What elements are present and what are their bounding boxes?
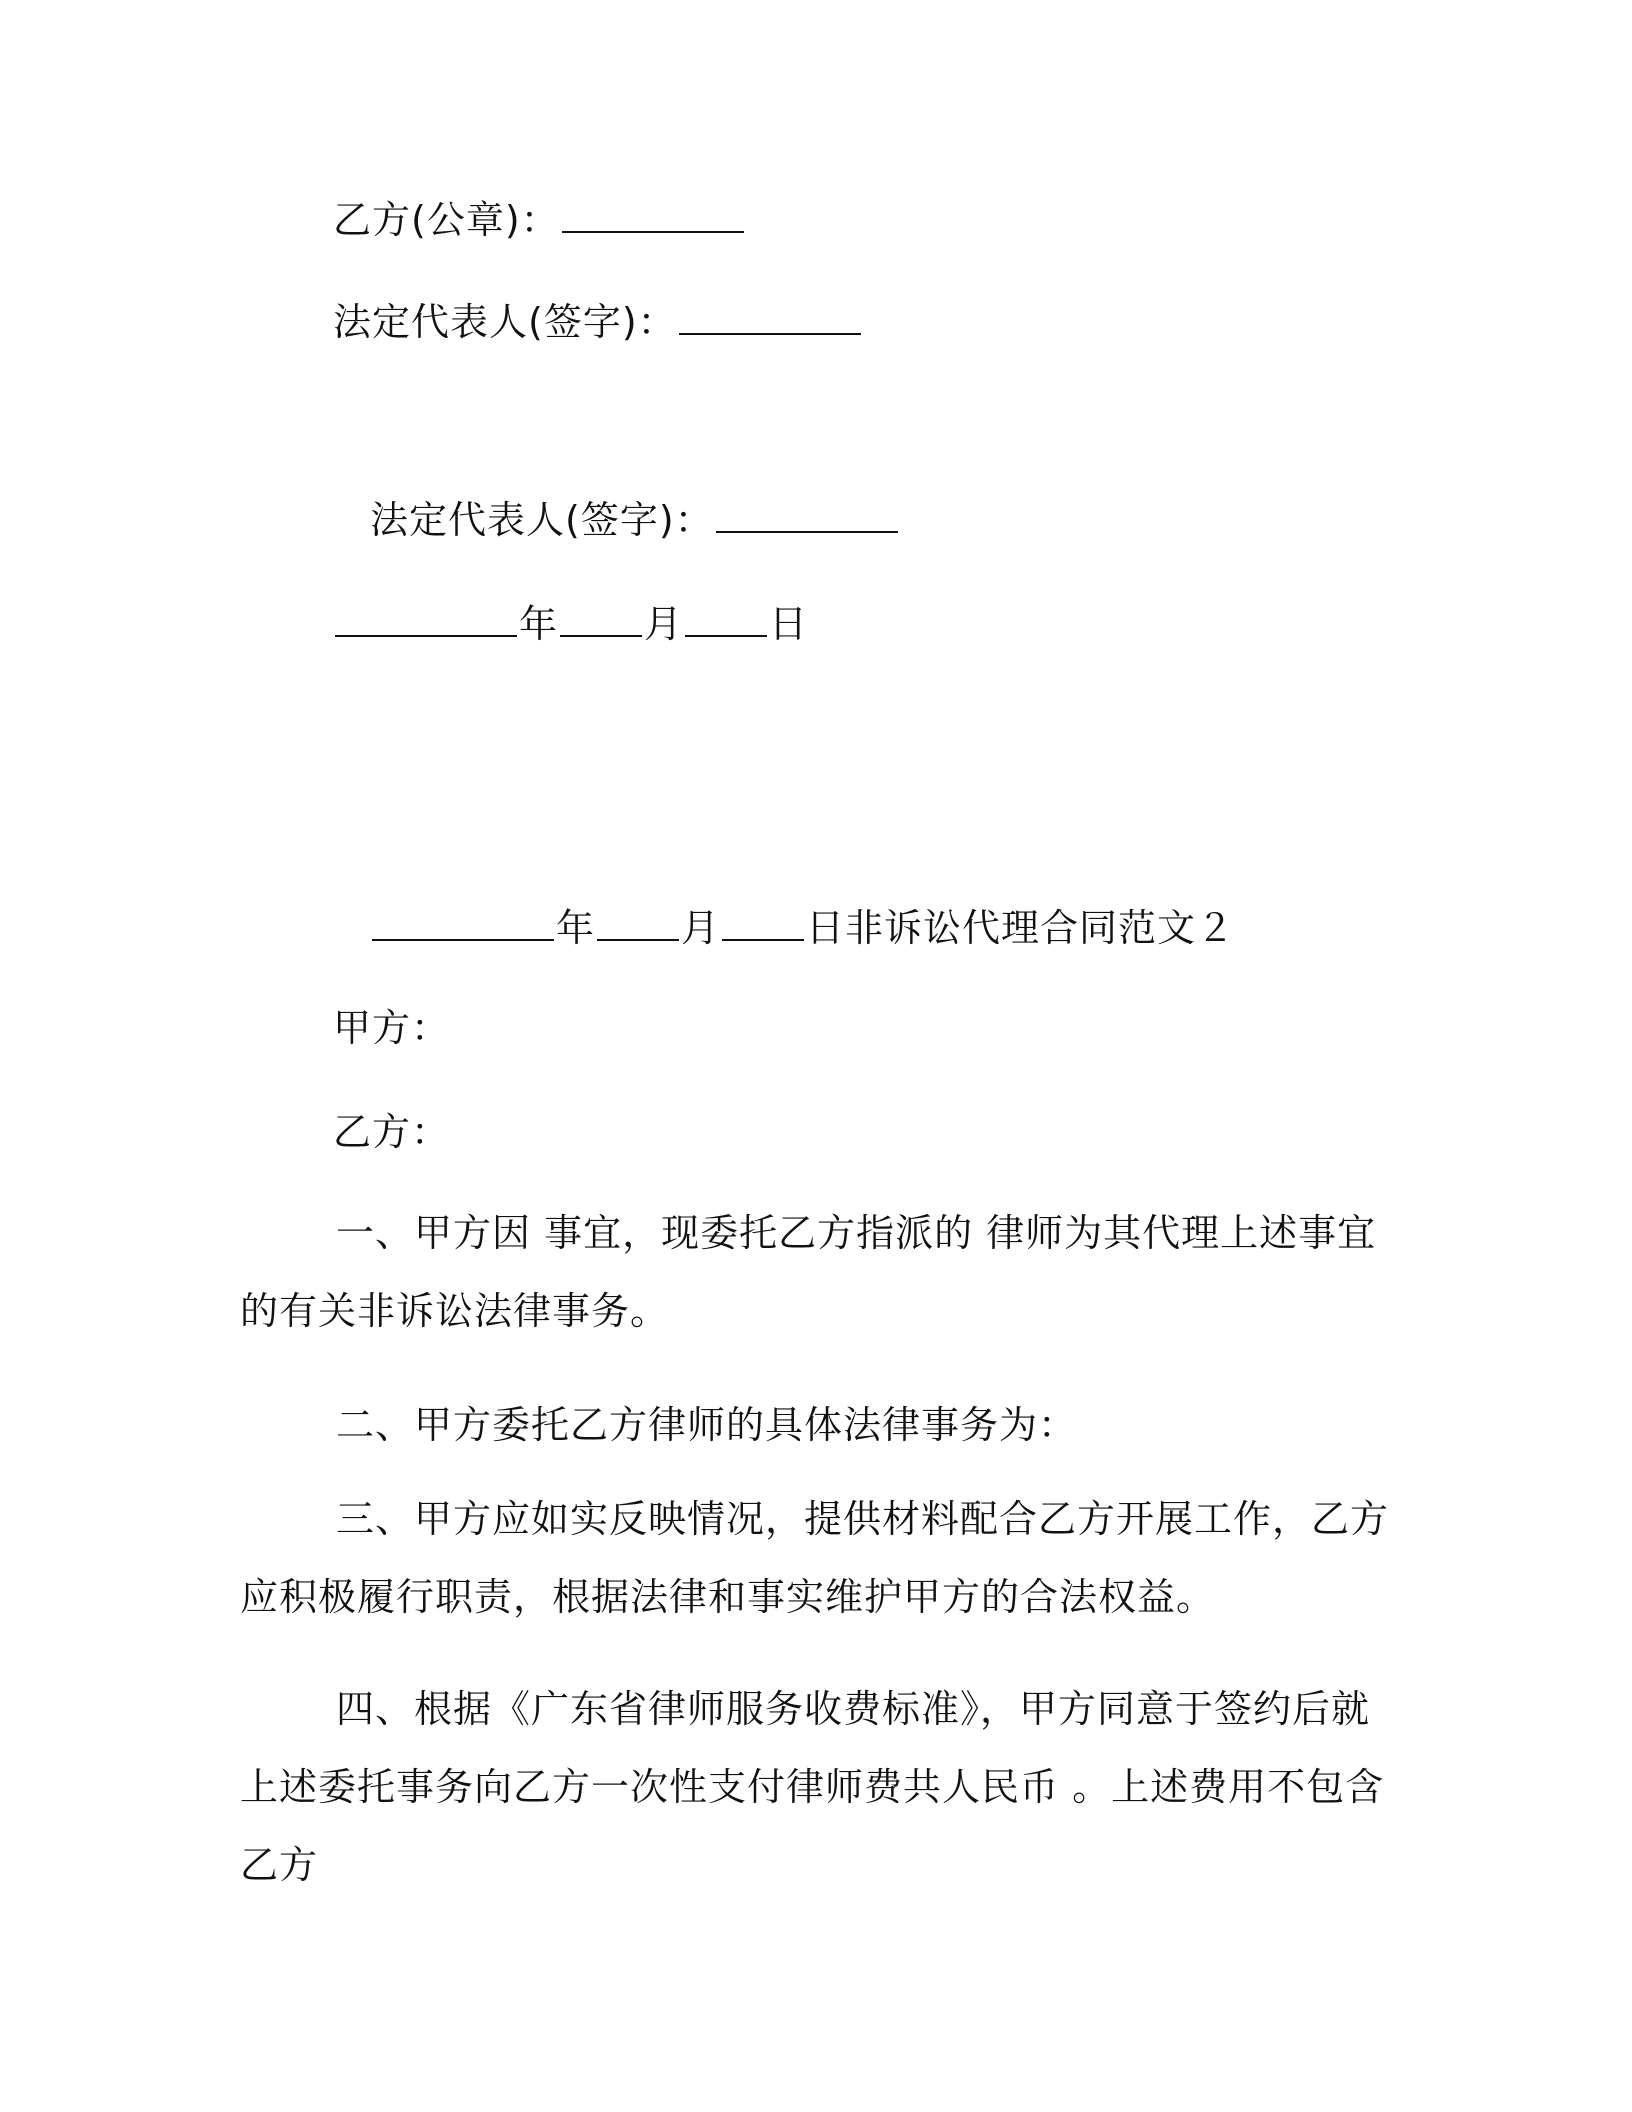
date-month-label: 月 bbox=[644, 602, 684, 646]
party-b-seal-label: 乙方(公章)： bbox=[333, 198, 560, 242]
legal-rep-label-2: 法定代表人(签字)： bbox=[370, 498, 714, 542]
party-b-seal-line bbox=[333, 196, 746, 244]
legal-rep-line-1 bbox=[333, 298, 863, 346]
date-year-blank bbox=[335, 601, 517, 637]
clause-2: 二、甲方委托乙方律师的具体法律事务为： bbox=[336, 1403, 1078, 1447]
title-day-blank bbox=[722, 905, 804, 941]
title-year-label: 年 bbox=[556, 906, 596, 950]
signature-date-line bbox=[333, 600, 808, 648]
party-b-label: 乙方： bbox=[333, 1110, 451, 1154]
legal-rep-blank-2 bbox=[716, 497, 898, 533]
legal-rep-blank-1 bbox=[679, 299, 861, 335]
title-month-blank bbox=[597, 905, 679, 941]
date-day-blank bbox=[685, 601, 767, 637]
clause-3: 三、甲方应如实反映情况，提供材料配合乙方开展工作，乙方应积极履行职责，根据法律和事实维护甲方的合法权益。 bbox=[240, 1497, 1390, 1619]
title-year-blank bbox=[372, 905, 554, 941]
party-a-label: 甲方： bbox=[333, 1006, 451, 1050]
clause-1: 一、甲方因 事宜，现委托乙方指派的 律师为其代理上述事宜的有关非诉讼法律事务。 bbox=[240, 1211, 1377, 1333]
title-month-label: 月 bbox=[681, 906, 721, 950]
contract-title-line bbox=[370, 904, 1235, 952]
party-b-seal-blank bbox=[562, 197, 744, 233]
contract-title: 日非诉讼代理合同范文２ bbox=[806, 906, 1236, 950]
date-month-blank bbox=[560, 601, 642, 637]
legal-rep-label-1: 法定代表人(签字)： bbox=[333, 300, 677, 344]
clause-4: 四、根据《广东省律师服务收费标准》，甲方同意于签约后就上述委托事务向乙方一次性支付律师费共人民币 。上述费用不包含乙方 bbox=[240, 1687, 1385, 1887]
date-year-label: 年 bbox=[519, 602, 559, 646]
date-day-label: 日 bbox=[769, 602, 809, 646]
legal-rep-line-2 bbox=[370, 496, 900, 544]
